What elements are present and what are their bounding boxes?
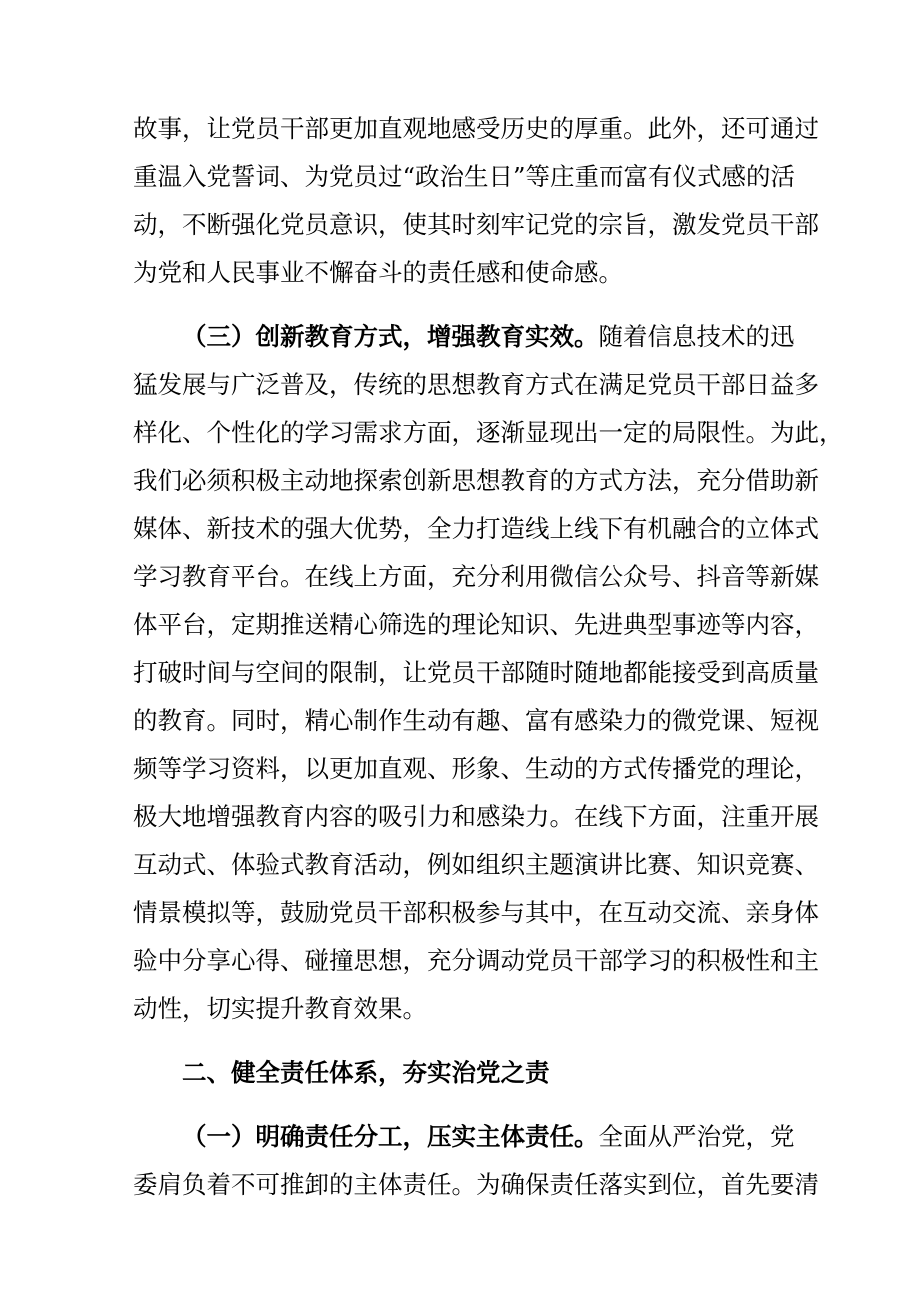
paragraph-3-line-2: 委肩负着不可推卸的主体责任。为确保责任落实到位，首先要清 [133,1170,819,1199]
paragraph-2-line-2: 猛发展与广泛普及，传统的思想教育方式在满足党员干部日益多 [133,370,819,399]
paragraph-2-line-7: 体平台，定期推送精心筛选的理论知识、先进典型事迹等内容， [133,610,819,639]
paragraph-2-line-14: 验中分享心得、碰撞思想，充分调动党员干部学习的积极性和主 [133,946,819,975]
paragraph-2-line-5: 媒体、新技术的强大优势，全力打造线上线下有机融合的立体式 [133,514,819,543]
paragraph-3-heading: （一）明确责任分工，压实主体责任。 [182,1122,599,1151]
paragraph-1-line-3: 动，不断强化党员意识，使其时刻牢记党的宗旨，激发党员干部 [133,210,819,239]
paragraph-2-line-3: 样化、个性化的学习需求方面，逐渐显现出一定的局限性。为此， [133,418,844,447]
paragraph-2-line-10: 频等学习资料，以更加直观、形象、生动的方式传播党的理论， [133,754,819,783]
paragraph-2-line-12: 互动式、体验式教育活动，例如组织主题演讲比赛、知识竞赛、 [133,850,819,879]
paragraph-2-first-line-rest: 随着信息技术的迅 [598,322,795,351]
paragraph-3-line-1 [182,1122,795,1152]
paragraph-2-line-11: 极大地增强教育内容的吸引力和感染力。在线下方面，注重开展 [133,802,819,831]
paragraph-1-line-2: 重温入党誓词、为党员过“政治生日”等庄重而富有仪式感的活 [133,162,796,191]
paragraph-3-first-line-rest: 全面从严治党，党 [598,1122,795,1151]
paragraph-2-line-15: 动性，切实提升教育效果。 [133,994,427,1023]
paragraph-2-heading: （三）创新教育方式，增强教育实效。 [182,322,599,351]
paragraph-2-line-9: 的教育。同时，精心制作生动有趣、富有感染力的微党课、短视 [133,706,819,735]
paragraph-2-line-1 [182,322,795,352]
section-heading: 二、健全责任体系，夯实治党之责 [182,1058,550,1087]
paragraph-1-line-4: 为党和人民事业不懈奋斗的责任感和使命感。 [133,258,623,287]
paragraph-2-line-8: 打破时间与空间的限制，让党员干部随时随地都能接受到高质量 [133,658,819,687]
paragraph-2-line-6: 学习教育平台。在线上方面，充分利用微信公众号、抖音等新媒 [133,562,819,591]
paragraph-2-line-13: 情景模拟等，鼓励党员干部积极参与其中，在互动交流、亲身体 [133,898,819,927]
paragraph-1-line-1: 故事，让党员干部更加直观地感受历史的厚重。此外，还可通过 [133,114,819,143]
paragraph-2-line-4: 我们必须积极主动地探索创新思想教育的方式方法，充分借助新 [133,466,819,495]
